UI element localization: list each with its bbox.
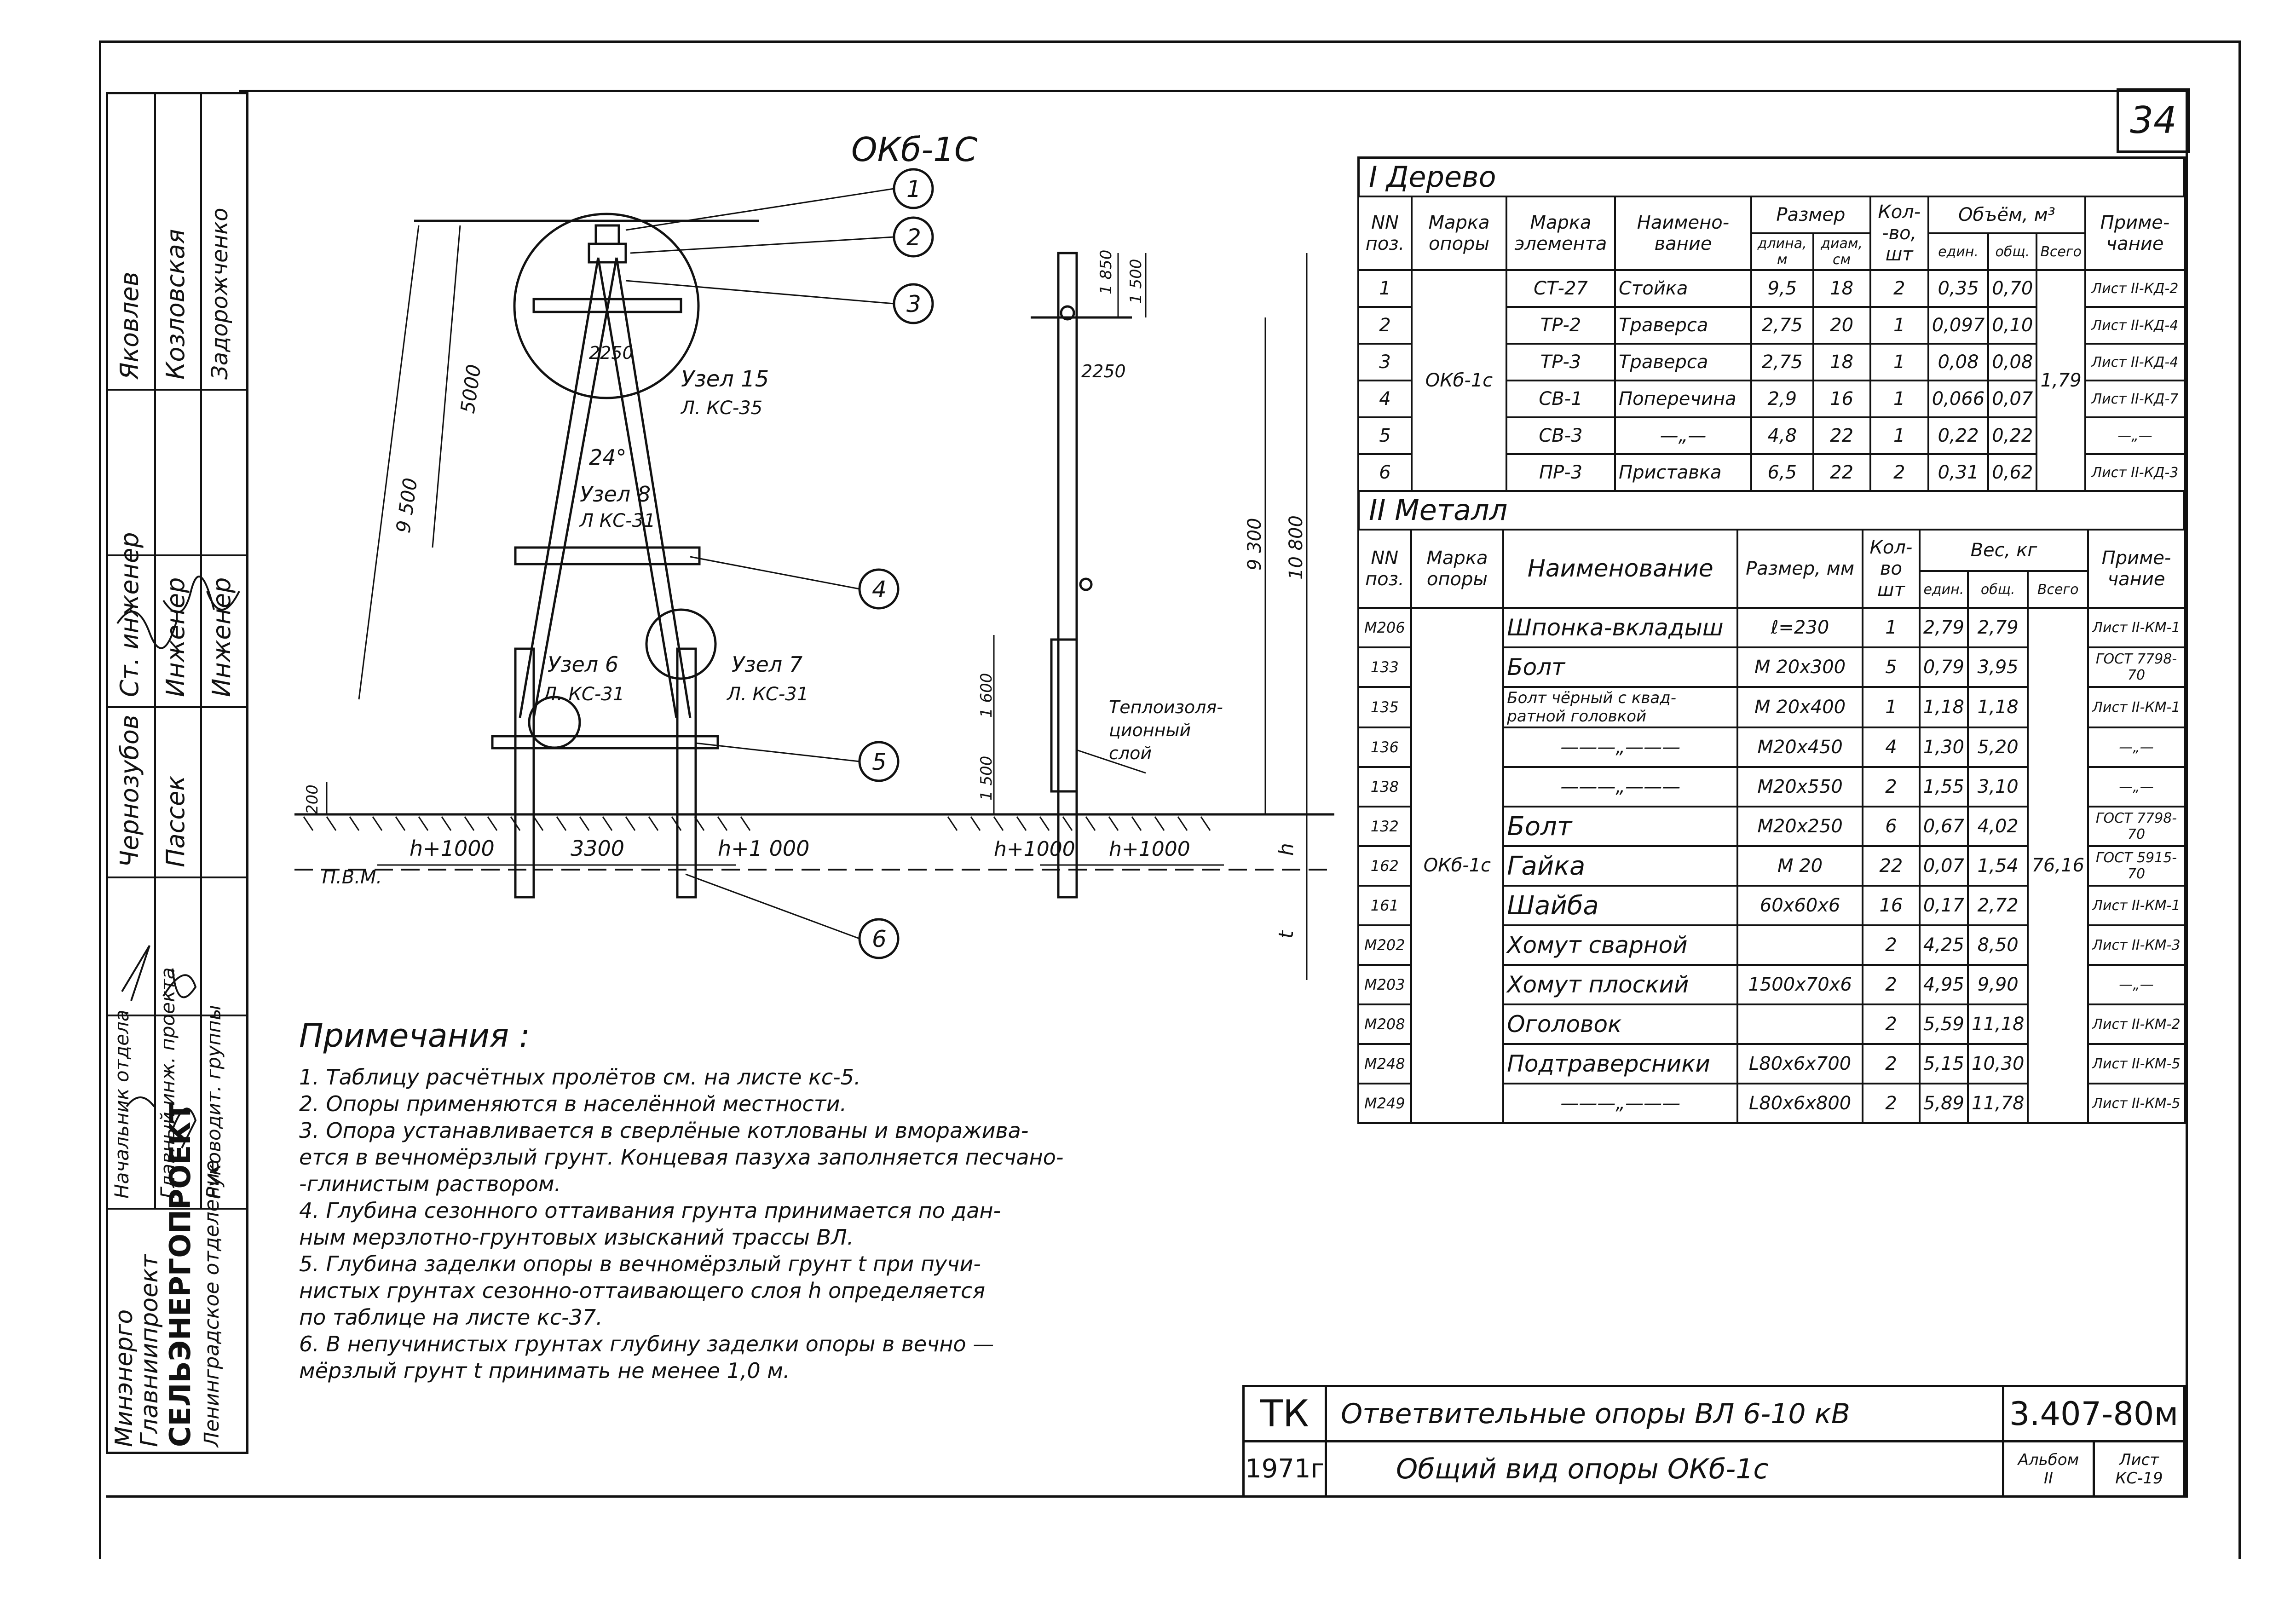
dim-h1000-side-left: h+1000 bbox=[994, 837, 1075, 861]
metal-unit: 4,95 bbox=[1920, 965, 1968, 1004]
wood-qty: 1 bbox=[1870, 307, 1928, 344]
metal-n: М202 bbox=[1358, 925, 1411, 965]
metal-qty: 4 bbox=[1863, 727, 1920, 767]
wood-diam: 16 bbox=[1813, 381, 1870, 417]
metal-unit: 5,59 bbox=[1920, 1004, 1968, 1044]
wood-h-marka-elementa: Марка элемента bbox=[1506, 196, 1615, 270]
metal-size bbox=[1737, 1004, 1863, 1044]
wood-diam: 18 bbox=[1813, 270, 1870, 307]
label-insulation-1: Теплоизоля- bbox=[1109, 697, 1223, 717]
note-line: ным мерзлотно-грунтовых изысканий трассы ВЛ. bbox=[299, 1225, 854, 1250]
metal-name: Подтраверсники bbox=[1503, 1044, 1737, 1084]
label-insulation-3: слой bbox=[1109, 743, 1152, 763]
metal-total: 4,02 bbox=[1968, 807, 2028, 846]
wood-total: 0,62 bbox=[1988, 454, 2036, 491]
metal-total: 5,20 bbox=[1968, 727, 2028, 767]
metal-note: Лист II-КМ-3 bbox=[2088, 925, 2185, 965]
metal-size: L80x6x800 bbox=[1737, 1084, 1863, 1123]
wood-unit: 0,31 bbox=[1928, 454, 1989, 491]
metal-section-title: II Металл bbox=[1357, 492, 2186, 529]
table-row bbox=[1358, 608, 2185, 647]
metal-name: ———„——— bbox=[1503, 1084, 1737, 1123]
wood-diam: 18 bbox=[1813, 344, 1870, 381]
metal-marka-opory: ОКб-1с bbox=[1411, 608, 1504, 1123]
wood-qty: 1 bbox=[1870, 344, 1928, 381]
wood-note: —„— bbox=[2085, 417, 2185, 454]
stamp-tk: ТК bbox=[1244, 1386, 1326, 1442]
callout-4: 4 bbox=[872, 576, 887, 603]
metal-name: Шайба bbox=[1503, 886, 1737, 925]
metal-n: 162 bbox=[1358, 846, 1411, 886]
callout-6: 6 bbox=[872, 926, 887, 952]
title-block bbox=[1242, 1385, 2186, 1495]
metal-note: Лист II-КМ-1 bbox=[2088, 608, 2185, 647]
metal-n: 135 bbox=[1358, 687, 1411, 727]
metal-h-weight: Вес, кг bbox=[1920, 530, 2088, 571]
metal-h-total: общ. bbox=[1968, 571, 2028, 608]
metal-note: ГОСТ 5915-70 bbox=[2088, 846, 2185, 886]
title-block-table bbox=[1242, 1385, 2186, 1498]
label-uzel6: Узел 6 bbox=[548, 652, 619, 677]
wood-h-size: Размер bbox=[1751, 196, 1870, 233]
notes-title: Примечания : bbox=[299, 1017, 530, 1055]
metal-note: Лист II-КМ-2 bbox=[2088, 1004, 2185, 1044]
metal-name: ———„——— bbox=[1503, 727, 1737, 767]
callout-5: 5 bbox=[872, 749, 887, 775]
metal-name: Хомут сварной bbox=[1503, 925, 1737, 965]
metal-unit: 1,18 bbox=[1920, 687, 1968, 727]
wood-el: ТР-3 bbox=[1506, 344, 1615, 381]
metal-total: 11,18 bbox=[1968, 1004, 2028, 1044]
stamp-sheet: КС-19 bbox=[2115, 1469, 2163, 1488]
metal-n: М249 bbox=[1358, 1084, 1411, 1123]
wood-vsego: 1,79 bbox=[2036, 270, 2085, 491]
metal-table bbox=[1357, 529, 2186, 1124]
wood-total: 0,22 bbox=[1988, 417, 2036, 454]
dim-h1000-right: h+1 000 bbox=[718, 836, 810, 861]
metal-size: М20x450 bbox=[1737, 727, 1863, 767]
signature-marks bbox=[108, 94, 246, 1208]
wood-note: Лист II-КД-2 bbox=[2085, 270, 2185, 307]
metal-n: 132 bbox=[1358, 807, 1411, 846]
metal-n: М206 bbox=[1358, 608, 1411, 647]
wood-qty: 2 bbox=[1870, 454, 1928, 491]
wood-unit: 0,35 bbox=[1928, 270, 1989, 307]
callout-1: 1 bbox=[906, 176, 921, 202]
metal-note: Лист II-КМ-1 bbox=[2088, 886, 2185, 925]
dim-2250-front: 2250 bbox=[589, 343, 634, 363]
metal-size: М 20x300 bbox=[1737, 647, 1863, 687]
dim-h1000-left: h+1000 bbox=[410, 836, 495, 861]
wood-len: 4,8 bbox=[1751, 417, 1813, 454]
stamp-year: 1971г bbox=[1244, 1442, 1326, 1497]
frame-left bbox=[99, 40, 101, 1559]
wood-h-nn: NN поз. bbox=[1358, 196, 1412, 270]
metal-h-name: Наименование bbox=[1503, 530, 1737, 608]
metal-h-marka-opory: Марка опоры bbox=[1411, 530, 1504, 608]
metal-name: Болт bbox=[1503, 647, 1737, 687]
strip-person-1: Чернозубов bbox=[115, 715, 144, 867]
metal-size bbox=[1737, 925, 1863, 965]
strip-title-3: Инженер bbox=[207, 577, 236, 697]
wood-unit: 0,08 bbox=[1928, 344, 1989, 381]
metal-name: Болт bbox=[1503, 807, 1737, 846]
metal-unit: 0,67 bbox=[1920, 807, 1968, 846]
wood-n: 3 bbox=[1358, 344, 1412, 381]
metal-qty: 2 bbox=[1863, 1084, 1920, 1123]
metal-n: 133 bbox=[1358, 647, 1411, 687]
metal-size: М 20x400 bbox=[1737, 687, 1863, 727]
wood-marka-opory: ОКб-1с bbox=[1412, 270, 1506, 491]
metal-note: Лист II-КМ-5 bbox=[2088, 1044, 2185, 1084]
wood-n: 2 bbox=[1358, 307, 1412, 344]
wood-name: Траверса bbox=[1615, 344, 1751, 381]
wood-h-volume: Объём, м³ bbox=[1928, 196, 2085, 233]
metal-h-nn: NN поз. bbox=[1358, 530, 1411, 608]
metal-name: ———„——— bbox=[1503, 767, 1737, 807]
metal-total: 2,72 bbox=[1968, 886, 2028, 925]
dim-5000: 5000 bbox=[456, 363, 485, 415]
wood-diam: 20 bbox=[1813, 307, 1870, 344]
strip-org2: Главниипроект bbox=[136, 1254, 163, 1447]
sheet-number: 34 bbox=[2117, 88, 2190, 153]
wood-diam: 22 bbox=[1813, 454, 1870, 491]
wood-unit: 0,097 bbox=[1928, 307, 1989, 344]
wood-h-diam: диам, см bbox=[1813, 233, 1870, 270]
dim-200: 200 bbox=[303, 784, 322, 814]
strip-title-1: Ст. инженер bbox=[115, 532, 144, 697]
wood-table bbox=[1357, 196, 2186, 492]
wood-h-total: общ. bbox=[1988, 233, 2036, 270]
metal-size: L80x6x700 bbox=[1737, 1044, 1863, 1084]
wood-name: Приставка bbox=[1615, 454, 1751, 491]
wood-total: 0,10 bbox=[1988, 307, 2036, 344]
metal-unit: 0,79 bbox=[1920, 647, 1968, 687]
metal-n: 138 bbox=[1358, 767, 1411, 807]
wood-h-name: Наимено- вание bbox=[1615, 196, 1751, 270]
wood-n: 4 bbox=[1358, 381, 1412, 417]
stamp-title1: Ответвительные опоры ВЛ 6-10 кВ bbox=[1326, 1386, 2003, 1442]
strip-org1: Минэнерго bbox=[110, 1309, 138, 1447]
metal-size: М20x250 bbox=[1737, 807, 1863, 846]
wood-len: 2,9 bbox=[1751, 381, 1813, 417]
wood-h-marka-opory: Марка опоры bbox=[1412, 196, 1506, 270]
metal-n: 136 bbox=[1358, 727, 1411, 767]
metal-qty: 1 bbox=[1863, 687, 1920, 727]
metal-total: 2,79 bbox=[1968, 608, 2028, 647]
dim-10800: 10 800 bbox=[1286, 515, 1307, 580]
wood-total: 0,07 bbox=[1988, 381, 2036, 417]
inner-frame-top bbox=[239, 90, 2188, 92]
metal-note: —„— bbox=[2088, 767, 2185, 807]
metal-h-unit: един. bbox=[1920, 571, 1968, 608]
metal-qty: 2 bbox=[1863, 1004, 1920, 1044]
callout-3: 3 bbox=[906, 291, 921, 317]
wood-el: СВ-3 bbox=[1506, 417, 1615, 454]
dim-2250-side: 2250 bbox=[1081, 361, 1126, 381]
left-title-strip bbox=[106, 92, 248, 1454]
metal-name: Шпонка-вкладыш bbox=[1503, 608, 1737, 647]
label-pvm: П.В.М. bbox=[322, 867, 382, 888]
frame-top bbox=[99, 40, 2241, 43]
strip-role-3: Руководит. группы bbox=[202, 1005, 225, 1199]
wood-qty: 1 bbox=[1870, 381, 1928, 417]
metal-unit: 1,55 bbox=[1920, 767, 1968, 807]
metal-h-qty: Кол- во шт bbox=[1863, 530, 1920, 608]
note-line: 5. Глубина заделки опоры в вечномёрзлый грунт t при пучи- bbox=[299, 1251, 981, 1276]
metal-note: —„— bbox=[2088, 727, 2185, 767]
metal-qty: 22 bbox=[1863, 846, 1920, 886]
metal-qty: 5 bbox=[1863, 647, 1920, 687]
wood-unit: 0,22 bbox=[1928, 417, 1989, 454]
metal-unit: 1,30 bbox=[1920, 727, 1968, 767]
label-uzel7-ref: Л. КС-31 bbox=[727, 684, 809, 705]
strip-name-2: Козловская bbox=[161, 229, 190, 380]
metal-unit: 0,17 bbox=[1920, 886, 1968, 925]
metal-unit: 4,25 bbox=[1920, 925, 1968, 965]
wood-note: Лист II-КД-4 bbox=[2085, 307, 2185, 344]
metal-size: М20x550 bbox=[1737, 767, 1863, 807]
metal-note: ГОСТ 7798-70 bbox=[2088, 647, 2185, 687]
note-line: -глинистым раствором. bbox=[299, 1171, 561, 1196]
notes-block bbox=[299, 1017, 1219, 1384]
metal-size: 60x60x6 bbox=[1737, 886, 1863, 925]
strip-person-2: Пассек bbox=[161, 776, 190, 867]
note-line: нистых грунтах сезонно-оттаивающего слоя h определяется bbox=[299, 1278, 986, 1303]
table-row bbox=[1358, 270, 2185, 307]
metal-unit: 5,15 bbox=[1920, 1044, 1968, 1084]
wood-len: 2,75 bbox=[1751, 344, 1813, 381]
metal-name: Болт чёрный с квад-ратной головкой bbox=[1503, 687, 1737, 727]
wood-h-unit: един. bbox=[1928, 233, 1989, 270]
wood-len: 9,5 bbox=[1751, 270, 1813, 307]
note-line: 4. Глубина сезонного оттаивания грунта принимается по дан- bbox=[299, 1198, 1001, 1223]
label-insulation-2: ционный bbox=[1109, 720, 1191, 740]
dim-3300: 3300 bbox=[571, 836, 625, 861]
frame-right bbox=[2238, 40, 2241, 1559]
stamp-title2: Общий вид опоры ОКб-1с bbox=[1326, 1442, 2003, 1497]
metal-name: Хомут плоский bbox=[1503, 965, 1737, 1004]
label-uzel8: Узел 8 bbox=[580, 482, 651, 507]
metal-unit: 5,89 bbox=[1920, 1084, 1968, 1123]
strip-org3: СЕЛЬЭНЕРГОПРОЕКТ bbox=[163, 1102, 197, 1447]
stamp-code: 3.407-80м bbox=[2003, 1386, 2185, 1442]
wood-n: 6 bbox=[1358, 454, 1412, 491]
stamp-album: II bbox=[2043, 1469, 2054, 1488]
strip-role-2: Главный инж. проекта bbox=[156, 967, 179, 1199]
wood-el: СВ-1 bbox=[1506, 381, 1615, 417]
wood-el: ПР-3 bbox=[1506, 454, 1615, 491]
metal-note: ГОСТ 7798-70 bbox=[2088, 807, 2185, 846]
wood-h-qty: Кол- -во, шт bbox=[1870, 196, 1928, 270]
wood-note: Лист II-КД-7 bbox=[2085, 381, 2185, 417]
metal-qty: 1 bbox=[1863, 608, 1920, 647]
dim-9300: 9 300 bbox=[1244, 518, 1265, 571]
wood-name: Траверса bbox=[1615, 307, 1751, 344]
specification-tables bbox=[1357, 156, 2186, 1124]
note-line: мёрзлый грунт t принимать не менее 1,0 м. bbox=[299, 1358, 790, 1383]
metal-qty: 2 bbox=[1863, 767, 1920, 807]
metal-qty: 16 bbox=[1863, 886, 1920, 925]
wood-unit: 0,066 bbox=[1928, 381, 1989, 417]
metal-size: ℓ=230 bbox=[1737, 608, 1863, 647]
dim-1500-bottom: 1 500 bbox=[977, 755, 996, 801]
note-line: 3. Опора устанавливается в сверлёные котлованы и вморажива- bbox=[299, 1118, 1029, 1143]
metal-total: 8,50 bbox=[1968, 925, 2028, 965]
drawing-title: ОКб-1С bbox=[851, 130, 978, 169]
dim-1850: 1 850 bbox=[1097, 249, 1115, 294]
metal-unit: 2,79 bbox=[1920, 608, 1968, 647]
wood-name: Стойка bbox=[1615, 270, 1751, 307]
metal-total: 10,30 bbox=[1968, 1044, 2028, 1084]
metal-h-all: Всего bbox=[2028, 571, 2088, 608]
dim-1500-top: 1 500 bbox=[1127, 259, 1145, 304]
metal-h-size: Размер, мм bbox=[1737, 530, 1863, 608]
dim-t: t bbox=[1275, 930, 1298, 939]
metal-n: М208 bbox=[1358, 1004, 1411, 1044]
inner-frame-right bbox=[2186, 90, 2188, 1495]
label-uzel8-ref: Л КС-31 bbox=[580, 510, 656, 531]
metal-total: 11,78 bbox=[1968, 1084, 2028, 1123]
wood-len: 6,5 bbox=[1751, 454, 1813, 491]
metal-total: 1,18 bbox=[1968, 687, 2028, 727]
strip-title-2: Инженер bbox=[161, 577, 190, 697]
wood-total: 0,08 bbox=[1988, 344, 2036, 381]
wood-note: Лист II-КД-4 bbox=[2085, 344, 2185, 381]
metal-name: Гайка bbox=[1503, 846, 1737, 886]
stamp-sheet-cell bbox=[2094, 1442, 2185, 1497]
metal-qty: 2 bbox=[1863, 965, 1920, 1004]
stamp-album-cell bbox=[2003, 1442, 2094, 1497]
label-uzel6-ref: Л. КС-31 bbox=[543, 684, 625, 705]
label-uzel15-ref: Л. КС-35 bbox=[681, 398, 763, 419]
stamp-sheet-label: Лист bbox=[2119, 1450, 2159, 1469]
metal-h-note: Приме- чание bbox=[2088, 530, 2185, 608]
wood-qty: 1 bbox=[1870, 417, 1928, 454]
dim-h: h bbox=[1275, 843, 1298, 856]
metal-note: Лист II-КМ-1 bbox=[2088, 687, 2185, 727]
dim-9500: 9 500 bbox=[392, 476, 422, 535]
label-angle: 24° bbox=[589, 445, 627, 470]
wood-h-length: длина, м bbox=[1751, 233, 1813, 270]
metal-name: Оголовок bbox=[1503, 1004, 1737, 1044]
callout-2: 2 bbox=[906, 224, 921, 251]
label-uzel15: Узел 15 bbox=[681, 366, 769, 392]
metal-qty: 2 bbox=[1863, 1044, 1920, 1084]
strip-role-1: Начальник отдела bbox=[110, 1009, 133, 1199]
wood-qty: 2 bbox=[1870, 270, 1928, 307]
metal-size: М 20 bbox=[1737, 846, 1863, 886]
metal-qty: 2 bbox=[1863, 925, 1920, 965]
metal-vsego: 76,16 bbox=[2028, 608, 2088, 1123]
wood-total: 0,70 bbox=[1988, 270, 2036, 307]
dim-1600: 1 600 bbox=[977, 673, 996, 718]
metal-note: Лист II-КМ-5 bbox=[2088, 1084, 2185, 1123]
note-line: по таблице на листе кс-37. bbox=[299, 1305, 603, 1330]
note-line: 1. Таблицу расчётных пролётов см. на листе кс-5. bbox=[299, 1065, 861, 1090]
metal-note: —„— bbox=[2088, 965, 2185, 1004]
wood-n: 1 bbox=[1358, 270, 1412, 307]
wood-el: СТ-27 bbox=[1506, 270, 1615, 307]
label-uzel7: Узел 7 bbox=[732, 652, 803, 677]
metal-size: 1500x70x6 bbox=[1737, 965, 1863, 1004]
metal-total: 3,95 bbox=[1968, 647, 2028, 687]
dim-h1000-side-right: h+1000 bbox=[1109, 837, 1190, 861]
strip-name-1: Яковлев bbox=[115, 271, 144, 380]
metal-n: М248 bbox=[1358, 1044, 1411, 1084]
wood-name: —„— bbox=[1615, 417, 1751, 454]
metal-total: 3,10 bbox=[1968, 767, 2028, 807]
wood-diam: 22 bbox=[1813, 417, 1870, 454]
wood-h-note: Приме- чание bbox=[2085, 196, 2185, 270]
wood-el: ТР-2 bbox=[1506, 307, 1615, 344]
wood-h-all: Всего bbox=[2036, 233, 2085, 270]
metal-total: 1,54 bbox=[1968, 846, 2028, 886]
strip-name-3: Задорожченко bbox=[207, 208, 233, 380]
wood-section-title: I Дерево bbox=[1357, 156, 2186, 196]
stamp-album-label: Альбом bbox=[2018, 1450, 2079, 1469]
note-line: 6. В непучинистых грунтах глубину заделки опоры в вечно — bbox=[299, 1332, 994, 1356]
metal-qty: 6 bbox=[1863, 807, 1920, 846]
strip-org4: Ленинградское отделение bbox=[200, 1160, 224, 1447]
metal-unit: 0,07 bbox=[1920, 846, 1968, 886]
metal-n: М203 bbox=[1358, 965, 1411, 1004]
pole-drawing bbox=[276, 120, 1334, 1017]
note-line: ется в вечномёрзлый грунт. Концевая пазуха заполняется песчано- bbox=[299, 1145, 1064, 1170]
wood-name: Поперечина bbox=[1615, 381, 1751, 417]
wood-len: 2,75 bbox=[1751, 307, 1813, 344]
metal-n: 161 bbox=[1358, 886, 1411, 925]
metal-total: 9,90 bbox=[1968, 965, 2028, 1004]
wood-note: Лист II-КД-3 bbox=[2085, 454, 2185, 491]
note-line: 2. Опоры применяются в населённой местности. bbox=[299, 1091, 847, 1116]
wood-n: 5 bbox=[1358, 417, 1412, 454]
